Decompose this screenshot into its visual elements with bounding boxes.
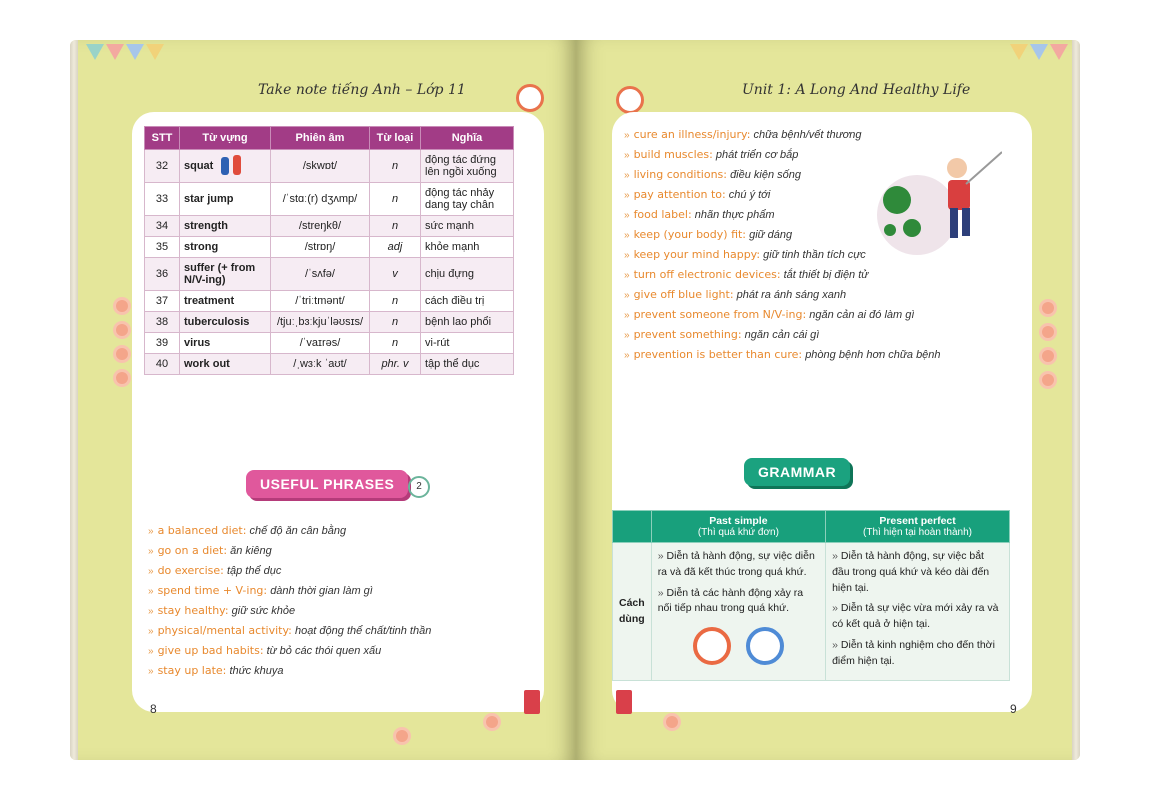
cell-pos: n (370, 150, 421, 183)
cell-meaning: sức mạnh (421, 216, 514, 237)
phrase-english: stay healthy: (157, 604, 229, 617)
header-pos: Từ loại (370, 127, 421, 150)
list-item (624, 328, 941, 341)
list-item (148, 664, 431, 677)
table-row (145, 150, 514, 183)
phrase-vietnamese: tập thể dục (226, 565, 282, 577)
phrase-english: turn off electronic devices: (633, 268, 781, 281)
table-row (145, 216, 514, 237)
page-number: 9 (1010, 702, 1017, 716)
phrase-english: food label: (633, 208, 692, 221)
phrase-vietnamese: chữa bệnh/vết thương (753, 129, 862, 141)
cell-stt: 37 (145, 291, 180, 312)
usage-text: Diễn tả sự việc vừa mới xảy ra và có kết quả ở hiện tại. (832, 602, 999, 630)
usage-label: Cách dùng (613, 543, 652, 681)
past-simple-subtitle: (Thì quá khứ đơn) (697, 527, 779, 538)
flower-icon (1042, 326, 1054, 338)
table-row (145, 291, 514, 312)
list-item (658, 549, 819, 581)
phrase-english: keep (your body) fit: (633, 228, 747, 241)
bullet-icon: » (624, 150, 630, 161)
cell-pos: adj (370, 237, 421, 258)
bullet-icon: » (624, 230, 630, 241)
list-item (624, 268, 941, 281)
bunting-decoration (1010, 44, 1070, 65)
header-word: Từ vựng (180, 127, 271, 150)
phrase-english: build muscles: (633, 148, 713, 161)
cell-ipa: /ˌwɜːk ˈaʊt/ (271, 354, 370, 375)
cell-word: virus (180, 333, 271, 354)
list-item (624, 308, 941, 321)
list-item (658, 586, 819, 618)
bullet-icon: » (624, 310, 630, 321)
cell-meaning: tập thể dục (421, 354, 514, 375)
list-item (832, 601, 1003, 633)
alarm-clock-icon (616, 86, 644, 114)
phrase-vietnamese: ngăn cản ai đó làm gì (809, 309, 915, 321)
grammar-table (612, 510, 1010, 681)
flower-icon (116, 348, 128, 360)
bullet-icon: » (148, 546, 154, 557)
cell-pos: n (370, 291, 421, 312)
phrase-vietnamese: phát ra ánh sáng xanh (736, 289, 847, 301)
useful-phrases-heading: USEFUL PHRASES (246, 470, 408, 498)
bullet-icon: » (624, 270, 630, 281)
cell-pos: phr. v (370, 354, 421, 375)
past-simple-title: Past simple (709, 515, 768, 527)
header-stt: STT (145, 127, 180, 150)
table-header-row (145, 127, 514, 150)
right-page (576, 40, 1080, 760)
phrase-english: spend time + V-ing: (157, 584, 268, 597)
phrase-vietnamese: giữ dáng (749, 229, 793, 241)
table-row (145, 183, 514, 216)
cell-word: suffer (+ from N/V-ing) (180, 258, 271, 291)
open-book (70, 40, 1080, 760)
table-row (145, 237, 514, 258)
cell-ipa: /ˈtriːtmənt/ (271, 291, 370, 312)
phrase-vietnamese: tắt thiết bị điện tử (783, 269, 869, 281)
table-row (145, 354, 514, 375)
bullet-icon: » (148, 606, 154, 617)
bunting-decoration (86, 44, 166, 65)
cell-word: strength (180, 216, 271, 237)
flower-icon (1042, 302, 1054, 314)
phrase-vietnamese: thức khuya (229, 665, 284, 677)
phrase-english: physical/mental activity: (157, 624, 292, 637)
grammar-usage-row (613, 543, 1010, 681)
cell-stt: 33 (145, 183, 180, 216)
phrase-english: prevent something: (633, 328, 742, 341)
flower-icon (1042, 374, 1054, 386)
header-ipa: Phiên âm (271, 127, 370, 150)
phrase-vietnamese: giữ sức khỏe (231, 605, 296, 617)
bullet-icon: » (657, 586, 664, 599)
phrase-vietnamese: chế độ ăn cân bằng (249, 525, 347, 537)
past-simple-usage (651, 543, 825, 681)
running-head: Take note tiếng Anh – Lớp 11 (258, 82, 466, 98)
bullet-icon: » (148, 566, 154, 577)
cell-pos: n (370, 333, 421, 354)
alarm-clock-icon (746, 627, 784, 665)
phrase-vietnamese: giữ tinh thần tích cực (763, 249, 866, 261)
cell-meaning: cách điều trị (421, 291, 514, 312)
phrase-english: go on a diet: (157, 544, 228, 557)
phrase-english: give up bad habits: (157, 644, 264, 657)
flower-icon (116, 372, 128, 384)
cell-ipa: /ˈvaɪrəs/ (271, 333, 370, 354)
vocabulary-table (144, 126, 514, 375)
pencil-cup-icon (524, 690, 540, 714)
cell-stt: 32 (145, 150, 180, 183)
cell-ipa: /ˈsʌfə/ (271, 258, 370, 291)
phrase-vietnamese: phát triển cơ bắp (715, 149, 799, 161)
page-edge (70, 40, 78, 760)
cell-word: work out (180, 354, 271, 375)
list-item (832, 549, 1003, 596)
usage-text: Diễn tả các hành động xảy ra nối tiếp nhau trong quá khứ. (657, 586, 804, 615)
grammar-header-row (613, 511, 1010, 543)
word-text: squat (184, 159, 214, 172)
phrase-vietnamese: hoạt động thể chất/tinh thần (294, 625, 432, 637)
phrase-english: pay attention to: (633, 188, 726, 201)
present-perfect-header (826, 511, 1010, 543)
cell-ipa: /streŋkθ/ (271, 216, 370, 237)
bullet-icon: » (624, 250, 630, 261)
flower-icon (666, 716, 678, 728)
cell-meaning: khỏe mạnh (421, 237, 514, 258)
present-perfect-subtitle: (Thì hiện tại hoàn thành) (863, 527, 973, 538)
table-row (145, 312, 514, 333)
phrase-english: give off blue light: (633, 288, 734, 301)
header-meaning: Nghĩa (421, 127, 514, 150)
cell-stt: 39 (145, 333, 180, 354)
list-item (624, 348, 941, 361)
bullet-icon: » (624, 290, 630, 301)
bullet-icon: » (832, 602, 838, 615)
flower-icon (396, 730, 408, 742)
flower-icon (486, 716, 498, 728)
usage-text: Diễn tả hành động, sự việc diễn ra và đã kết thúc trong quá khứ. (657, 550, 815, 578)
cell-ipa: /tjuːˌbɜːkjuˈləʊsɪs/ (271, 312, 370, 333)
cell-pos: n (370, 216, 421, 237)
flower-icon (1042, 350, 1054, 362)
phrase-vietnamese: ăn kiêng (230, 545, 272, 557)
cell-pos: v (370, 258, 421, 291)
grammar-corner-cell (613, 511, 652, 543)
cell-stt: 35 (145, 237, 180, 258)
bullet-icon: » (148, 526, 154, 537)
list-item (148, 644, 431, 657)
bullet-icon: » (624, 330, 630, 341)
list-item (148, 584, 431, 597)
list-item (148, 624, 431, 637)
bullet-icon: » (624, 130, 630, 141)
cell-stt: 36 (145, 258, 180, 291)
phrase-english: cure an illness/injury: (633, 128, 751, 141)
cell-word: strong (180, 237, 271, 258)
cell-pos: n (370, 312, 421, 333)
cell-stt: 40 (145, 354, 180, 375)
cell-meaning: bệnh lao phổi (421, 312, 514, 333)
list-item (148, 544, 431, 557)
flower-icon (116, 324, 128, 336)
phrase-vietnamese: chú ý tới (728, 189, 771, 201)
bullet-icon: » (148, 626, 154, 637)
phrase-vietnamese: phòng bệnh hơn chữa bệnh (805, 349, 941, 361)
list-item (624, 288, 941, 301)
bullet-icon: » (657, 550, 664, 562)
phrase-vietnamese: dành thời gian làm gì (270, 585, 373, 597)
phrase-vietnamese: ngăn cản cái gì (744, 329, 820, 341)
page-edge (1072, 40, 1080, 760)
cell-word: treatment (180, 291, 271, 312)
squat-illustration-icon (219, 155, 245, 177)
table-row (145, 333, 514, 354)
alarm-clock-icon (693, 627, 731, 665)
cell-meaning: động tác nhảy dang tay chân (421, 183, 514, 216)
phrase-vietnamese: điều kiện sống (730, 169, 802, 181)
list-item (148, 564, 431, 577)
alarm-clock-icon (516, 84, 544, 112)
cell-ipa: /skwɒt/ (271, 150, 370, 183)
clocks-illustration (658, 627, 819, 671)
list-item (832, 638, 1003, 670)
running-head: Unit 1: A Long And Healthy Life (742, 82, 971, 98)
cell-stt: 38 (145, 312, 180, 333)
cell-word: star jump (180, 183, 271, 216)
usage-text: Diễn tả hành động, sự việc bắt đầu trong quá khứ và kéo dài đến hiện tại. (832, 550, 990, 594)
phrase-english: a balanced diet: (157, 524, 247, 537)
cell-ipa: /ˈstɑː(r) dʒʌmp/ (271, 183, 370, 216)
pencil-cup-icon (616, 690, 632, 714)
right-content-card (612, 112, 1032, 712)
cell-word: tuberculosis (180, 312, 271, 333)
phrase-english: stay up late: (157, 664, 227, 677)
cell-word (180, 150, 271, 183)
phrase-vietnamese: từ bỏ các thói quen xấu (266, 645, 382, 657)
bullet-icon: » (624, 170, 630, 181)
present-perfect-title: Present perfect (879, 515, 956, 527)
phrase-english: living conditions: (633, 168, 727, 181)
flower-icon (116, 300, 128, 312)
doctor-fighting-virus-illustration (862, 140, 1002, 260)
phrase-vietnamese: nhãn thực phẩm (694, 209, 775, 221)
bullet-icon: » (624, 190, 630, 201)
left-page (70, 40, 576, 760)
page-number: 8 (150, 702, 157, 716)
list-item (148, 604, 431, 617)
useful-phrases-list (148, 524, 431, 684)
phrase-english: do exercise: (157, 564, 224, 577)
cell-meaning: chịu đựng (421, 258, 514, 291)
phrase-english: prevention is better than cure: (633, 348, 803, 361)
bullet-icon: » (148, 666, 154, 677)
grammar-heading: GRAMMAR (744, 458, 850, 486)
section-number-badge: 2 (408, 476, 430, 498)
present-perfect-usage (826, 543, 1010, 681)
left-content-card (132, 112, 544, 712)
past-simple-header (651, 511, 825, 543)
cell-meaning: vi-rút (421, 333, 514, 354)
bullet-icon: » (148, 586, 154, 597)
cell-meaning: động tác đứng lên ngồi xuống (421, 150, 514, 183)
cell-pos: n (370, 183, 421, 216)
table-row (145, 258, 514, 291)
phrase-english: prevent someone from N/V-ing: (633, 308, 807, 321)
list-item (148, 524, 431, 537)
usage-text: Diễn tả kinh nghiệm cho đến thời điểm hiện tại. (832, 638, 995, 667)
bullet-icon: » (148, 646, 154, 657)
bullet-icon: » (832, 550, 838, 562)
bullet-icon: » (624, 210, 630, 221)
bullet-icon: » (624, 350, 630, 361)
phrase-english: keep your mind happy: (633, 248, 761, 261)
cell-stt: 34 (145, 216, 180, 237)
bullet-icon: » (832, 638, 838, 651)
cell-ipa: /strɒŋ/ (271, 237, 370, 258)
